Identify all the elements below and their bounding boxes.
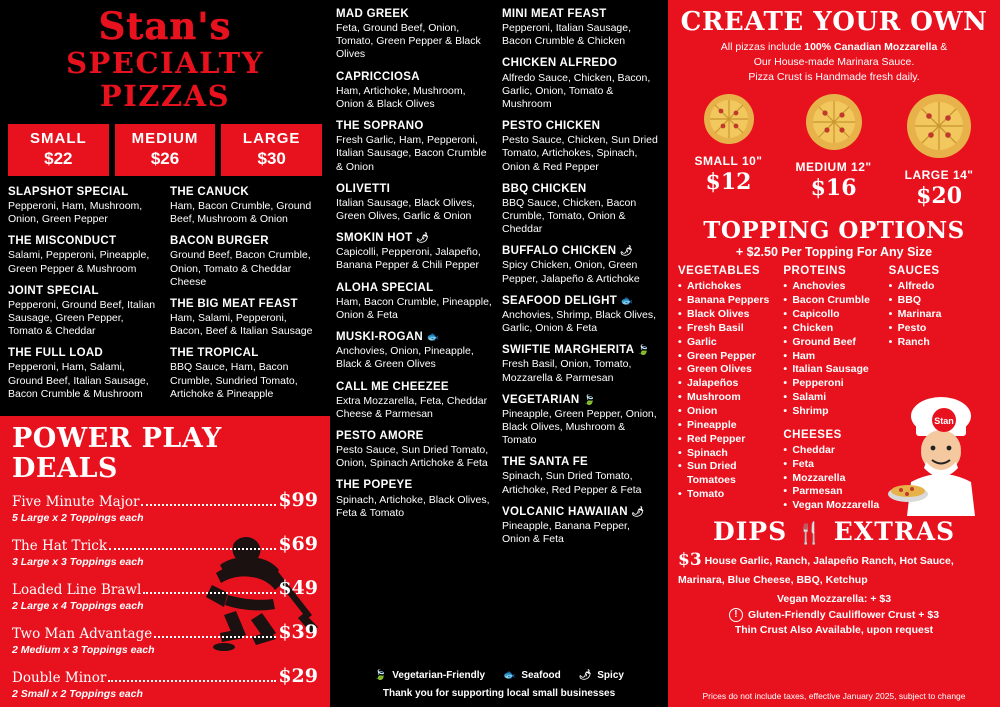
size-label: LARGE [242,129,301,147]
menu-item-desc: Pepperoni, Ham, Mushroom, Onion, Green Pepper [8,199,143,226]
size-option-large [221,124,322,176]
menu-item-desc: Spinach, Sun Dried Tomato, Artichoke, Red Pepper & Feta [502,470,642,496]
menu-item [336,71,494,111]
pizza-size-large [905,93,974,209]
topping-group-header: VEGETABLES [678,265,761,278]
thin-crust-note: Thin Crust Also Available, upon request [734,623,934,636]
menu-item-desc: Anchovies, Shrimp, Black Olives, Garlic, Onion & Feta [502,308,657,335]
menu-item-name: MAD GREEK [336,8,409,20]
menu-item [502,344,660,384]
create-your-own-column [668,0,1000,707]
menu-item [336,183,494,223]
menu-item-name: THE SANTA FE [502,456,589,469]
size-option-medium [115,124,216,176]
menu-item [336,479,494,519]
deal-item [12,577,318,612]
legend [330,670,668,681]
topping-item: • Anchovies [783,280,884,294]
deal-price: $29 [278,665,318,688]
menu-item [336,120,494,174]
topping-group-header: SAUCES [888,265,940,278]
sub-line3: Pizza Crust is Handmade fresh daily. [748,71,920,84]
menu-item-name: PESTO CHICKEN [502,120,601,133]
menu-item-name: ALOHA SPECIAL [336,281,434,294]
topping-item: • Alfredo [889,280,990,294]
menu-item-name-text: VEGETARIAN [502,393,580,406]
specialty-pizza-column-2 [170,186,322,410]
topping-item: • Cheddar [783,444,884,458]
specialty-pizza-list [0,176,330,416]
menu-item-desc: Pineapple, Banana Pepper, Onion & Feta [502,519,630,546]
menu-item [336,430,494,470]
menu-item-desc: BBQ Sauce, Chicken, Bacon Crumble, Tomato, Onion & Cheddar [502,196,637,236]
menu-item [336,232,494,272]
create-your-own-subtitle [678,40,990,86]
menu-item [170,298,322,338]
deal-item [12,489,318,524]
dips-title-right: EXTRAS [833,517,956,547]
dips-title-left: DIPS [712,517,788,547]
topping-item: • Salami [783,391,884,405]
size-label: MEDIUM [131,129,199,147]
dips-description [678,549,990,587]
menu-item-desc: Ham, Artichoke, Mushroom, Onion & Black Olives [336,84,466,110]
gourmet-column-1 [336,8,494,555]
menu-item-desc: Ham, Bacon Crumble, Ground Beef, Mushroom & Onion [170,199,312,226]
menu-item-desc: Fresh Basil, Onion, Tomato, Mozzarella & Parmesan [502,358,632,384]
sub-line1-bold: 100% Canadian Mozzarella [804,40,938,53]
menu-item-desc: Ham, Salami, Pepperoni, Bacon, Beef & Italian Sausage [170,311,313,338]
menu-item-desc: Alfredo Sauce, Chicken, Bacon, Garlic, Onion, Tomato & Mushroom [502,71,651,110]
deal-subtitle: 2 Large x 4 Toppings each [12,600,144,613]
menu-item-name: THE FULL LOAD [8,347,104,360]
menu-item-name: THE TROPICAL [170,347,259,360]
leaf-icon: 🍃 [583,394,596,406]
menu-item-desc: Spicy Chicken, Onion, Green Pepper, Jalapeño & Artichoke [502,259,640,285]
menu-item-name: THE BIG MEAT FEAST [170,297,298,310]
menu-item-desc: Feta, Ground Beef, Onion, Tomato, Green Pepper & Black Olives [336,22,481,61]
topping-item: • Pineapple [678,419,779,433]
menu-item-desc: Pepperoni, Ham, Salami, Ground Beef, Italian Sausage, Bacon Crumble & Mushroom [8,361,149,400]
vegan-mozzarella-extra: Vegan Mozzarella: + $3 [776,592,892,605]
menu-item-desc: Fresh Garlic, Ham, Pepperoni, Italian Sausage, Bacon Crumble & Onion [336,134,487,173]
menu-item [8,347,160,401]
pizza-size-price: $12 [705,169,752,196]
topping-item: • Shrimp [783,405,884,419]
chili-icon: 🌶 [619,246,633,258]
topping-item: • Red Pepper [678,433,779,447]
deal-price: $99 [278,489,318,512]
topping-item: • Parmesan [783,485,884,499]
topping-group-proteins [783,265,884,513]
topping-item: • Green Pepper [678,350,779,364]
gourmet-column-2 [502,8,660,555]
topping-item: • Feta [783,458,884,472]
deal-subtitle: 2 Small x 2 Toppings each [12,688,143,701]
topping-item: • Vegan Mozzarella [783,499,884,513]
menu-item-name: CAPRICCIOSA [336,70,420,83]
power-play-title: POWER PLAY DEALS [12,422,222,484]
pizza-icon [703,93,755,145]
legend-label: Vegetarian-Friendly [392,670,486,681]
deal-name: Two Man Advantage [12,626,153,643]
pizza-icon [805,93,863,151]
menu-item-name [336,331,494,344]
menu-item-desc: Spinach, Artichoke, Black Olives, Feta & Tomato [336,493,490,519]
topping-item: • Ham [783,350,884,364]
menu-item-name: MINI MEAT FEAST [502,8,607,20]
menu-item [502,245,660,285]
specialty-pizza-column-1 [8,186,160,410]
sub-line2: Our House-made Marinara Sauce. [753,55,915,68]
deal-item [12,665,318,700]
leaf-icon: 🍃 [374,670,387,681]
menu-item-desc: Pineapple, Green Pepper, Onion, Black Olives, Mushroom & Tomato [502,407,657,447]
menu-item [502,295,660,335]
size-price: $30 [257,148,286,168]
legend-item-seafood [503,670,561,681]
pizza-size-small [695,93,763,209]
deal-name: The Hat Trick [12,538,108,555]
menu-item [170,186,322,226]
topping-item: • Marinara [889,308,990,322]
menu-item [502,120,660,174]
menu-item-name [502,295,660,308]
topping-item: • Green Olives [678,363,779,377]
topping-item: • Pepperoni [783,377,884,391]
specialty-header [0,0,330,114]
topping-group-header: PROTEINS [783,265,847,278]
menu-item-name-text: MUSKI-ROGAN [336,331,423,344]
topping-item: • Sun Dried Tomatoes [678,460,779,488]
deal-leader-dots [141,504,276,506]
topping-item: • Jalapeños [678,377,779,391]
menu-item-name-text: VOLCANIC HAWAIIAN [502,505,628,518]
menu-item [336,331,494,371]
pizza-size-label: MEDIUM 12" [795,160,872,175]
menu-item-name: THE MISCONDUCT [8,235,117,248]
menu-item-name: OLIVETTI [336,182,391,195]
menu-item-name: PESTO AMORE [336,430,424,442]
dips-extras-title [678,517,990,546]
fish-icon: 🐟 [620,295,634,307]
menu-item-name [502,344,660,357]
menu-item [170,347,322,401]
specialty-size-pricing [0,114,330,176]
menu-item-name: CHICKEN ALFREDO [502,57,618,70]
menu-item-name [502,506,660,519]
menu-item [336,8,494,62]
menu-item-desc: Italian Sausage, Black Olives, Green Olives, Garlic & Onion [336,196,475,222]
deal-item [12,533,318,568]
menu-item [502,57,660,111]
gluten-friendly-text: Gluten-Friendly Cauliflower Crust + $3 [747,608,940,621]
menu-item [336,381,494,421]
menu-item [336,282,494,322]
menu-item-name-text: BUFFALO CHICKEN [502,245,617,258]
legend-label: Spicy [597,670,624,681]
menu-item-name: BBQ CHICKEN [502,182,587,195]
pizza-size-price: $20 [916,183,963,210]
chef-badge-text: Stan [934,416,954,426]
deal-name: Loaded Line Brawl [12,582,142,599]
topping-item: • Spinach [678,447,779,461]
legend-item-vegetarian [374,670,485,681]
topping-group-header: CHEESES [783,428,842,441]
gluten-free-icon: ! [729,608,743,622]
topping-item: • Onion [678,405,779,419]
menu-item-desc: Ham, Bacon Crumble, Pineapple, Onion & Feta [336,295,492,321]
topping-item: • Fresh Basil [678,322,779,336]
deal-price: $69 [278,533,318,556]
topping-item: • Ground Beef [783,336,884,350]
topping-item: • Garlic [678,336,779,350]
legend-item-spicy [579,670,624,681]
menu-item [170,235,322,289]
menu-item-desc: Salami, Pepperoni, Pineapple, Green Pepper & Mushroom [8,249,150,275]
menu-item [502,183,660,237]
specialty-pizzas-column [0,0,330,707]
topping-item: • Mushroom [678,391,779,405]
menu-item-name-text: SEAFOOD DELIGHT [502,294,618,307]
menu-item-name: THE CANUCK [170,185,250,198]
deal-subtitle: 3 Large x 3 Toppings each [12,556,144,569]
menu-item-name-text: SWIFTIE MARGHERITA [502,344,634,357]
specialty-heading: SPECIALTY PIZZAS [66,46,264,114]
chili-icon: 🌶 [631,506,645,518]
fish-icon: 🐟 [503,670,516,681]
power-play-deals-section [0,416,330,707]
menu-item-name [502,245,660,258]
thank-you-note: Thank you for supporting local small businesses [382,688,616,699]
topping-item: • Black Olives [678,308,779,322]
menu-item-name [502,394,660,407]
topping-item: • Banana Peppers [678,294,779,308]
pizza-size-label: LARGE 14" [904,168,974,183]
menu-item-desc: Pesto Sauce, Sun Dried Tomato, Onion, Spinach Artichoke & Feta [336,444,489,470]
legend-label: Seafood [521,670,561,681]
size-price: $22 [44,148,73,168]
pizza-size-options [678,93,990,209]
topping-item: • Bacon Crumble [783,294,884,308]
menu-item-desc: Capicolli, Pepperoni, Jalapeño, Banana Pepper & Chili Pepper [336,246,481,272]
menu-item-desc: Extra Mozzarella, Feta, Cheddar Cheese & Parmesan [336,394,488,420]
pizza-size-label: SMALL 10" [694,154,763,169]
gourmet-pizzas-column [330,0,668,707]
deal-leader-dots [143,592,276,594]
deal-subtitle: 2 Medium x 3 Toppings each [12,644,155,657]
menu-item [502,506,660,546]
pizza-size-price: $16 [810,175,857,202]
menu-item-name: JOINT SPECIAL [8,284,99,297]
deal-price: $49 [278,577,318,600]
menu-item [8,285,160,339]
deal-name: Five Minute Major [12,494,140,511]
deal-name: Double Minor [12,670,107,687]
menu-item [8,235,160,275]
menu-item-desc: Pepperoni, Ground Beef, Italian Sausage, Green Pepper, Tomato & Cheddar [8,298,156,338]
menu-item-name [336,232,494,245]
topping-item: • Capicollo [783,308,884,322]
deal-price: $39 [278,621,318,644]
menu-item-name: THE SOPRANO [336,120,424,133]
menu-item-name: THE POPEYE [336,479,413,492]
topping-price-note: + $2.50 Per Topping For Any Size [735,245,933,260]
fine-print: Prices do not include taxes, effective January 2025, subject to change [702,691,966,701]
deal-leader-dots [154,636,276,638]
size-price: $26 [150,148,180,168]
size-label: SMALL [30,129,87,147]
dips-list: House Garlic, Ranch, Jalapeño Ranch, Hot Sauce, Marinara, Blue Cheese, BBQ, Ketchup [678,555,954,586]
menu-item [502,456,660,496]
dips-price: $3 [678,550,702,571]
deal-item [12,621,318,656]
sub-line1-pre: All pizzas include [720,40,805,53]
topping-item: • Artichokes [678,280,779,294]
sub-line1-post: & [937,40,948,53]
menu-item-name-text: SMOKIN HOT [336,232,413,245]
menu-item [502,394,660,448]
topping-item: • Italian Sausage [783,363,884,377]
topping-options-title: TOPPING OPTIONS [703,217,965,245]
topping-item: • Tomato [678,488,779,502]
topping-item: • BBQ [889,294,990,308]
menu-item-desc: Pepperoni, Italian Sausage, Bacon Crumble & Chicken [502,22,632,48]
fish-icon: 🐟 [426,332,440,344]
menu-item-desc: Anchovies, Onion, Pineapple, Black & Green Olives [336,345,474,371]
utensils-icon: 🍴 [796,520,825,546]
deal-subtitle: 5 Large x 2 Toppings each [12,512,144,525]
gluten-friendly-extra [678,608,990,622]
leaf-icon: 🍃 [637,345,651,357]
menu-item-desc: Ground Beef, Bacon Crumble, Onion, Tomato & Cheddar Cheese [170,249,311,288]
chef-mascot-illustration [886,390,996,520]
menu-item [8,186,160,226]
menu-item-desc: BBQ Sauce, Ham, Bacon Crumble, Sundried Tomato, Artichoke & Pineapple [170,361,298,400]
topping-group-vegetables [678,265,779,513]
menu-item-name: SLAPSHOT SPECIAL [8,185,129,198]
menu-item-name: CALL ME CHEEZEE [336,380,449,393]
menu-item-desc: Pesto Sauce, Chicken, Sun Dried Tomato, Artichokes, Spinach, Onion & Red Pepper [502,134,658,173]
deal-leader-dots [109,548,276,550]
topping-item: • Pesto [889,322,990,336]
pizza-size-medium [796,93,872,209]
deal-leader-dots [108,680,276,682]
chili-icon: 🌶 [415,233,429,245]
size-option-small [8,124,109,176]
topping-item: • Chicken [783,322,884,336]
topping-item: • Mozzarella [783,472,884,486]
topping-item: • Ranch [889,336,990,350]
menu-item [502,8,660,48]
brand-title: Stan's [98,4,232,48]
menu-item-name: BACON BURGER [170,235,269,248]
chili-icon: 🌶 [578,670,592,681]
create-your-own-title: CREATE YOUR OWN [680,7,988,37]
pizza-icon [906,93,972,159]
